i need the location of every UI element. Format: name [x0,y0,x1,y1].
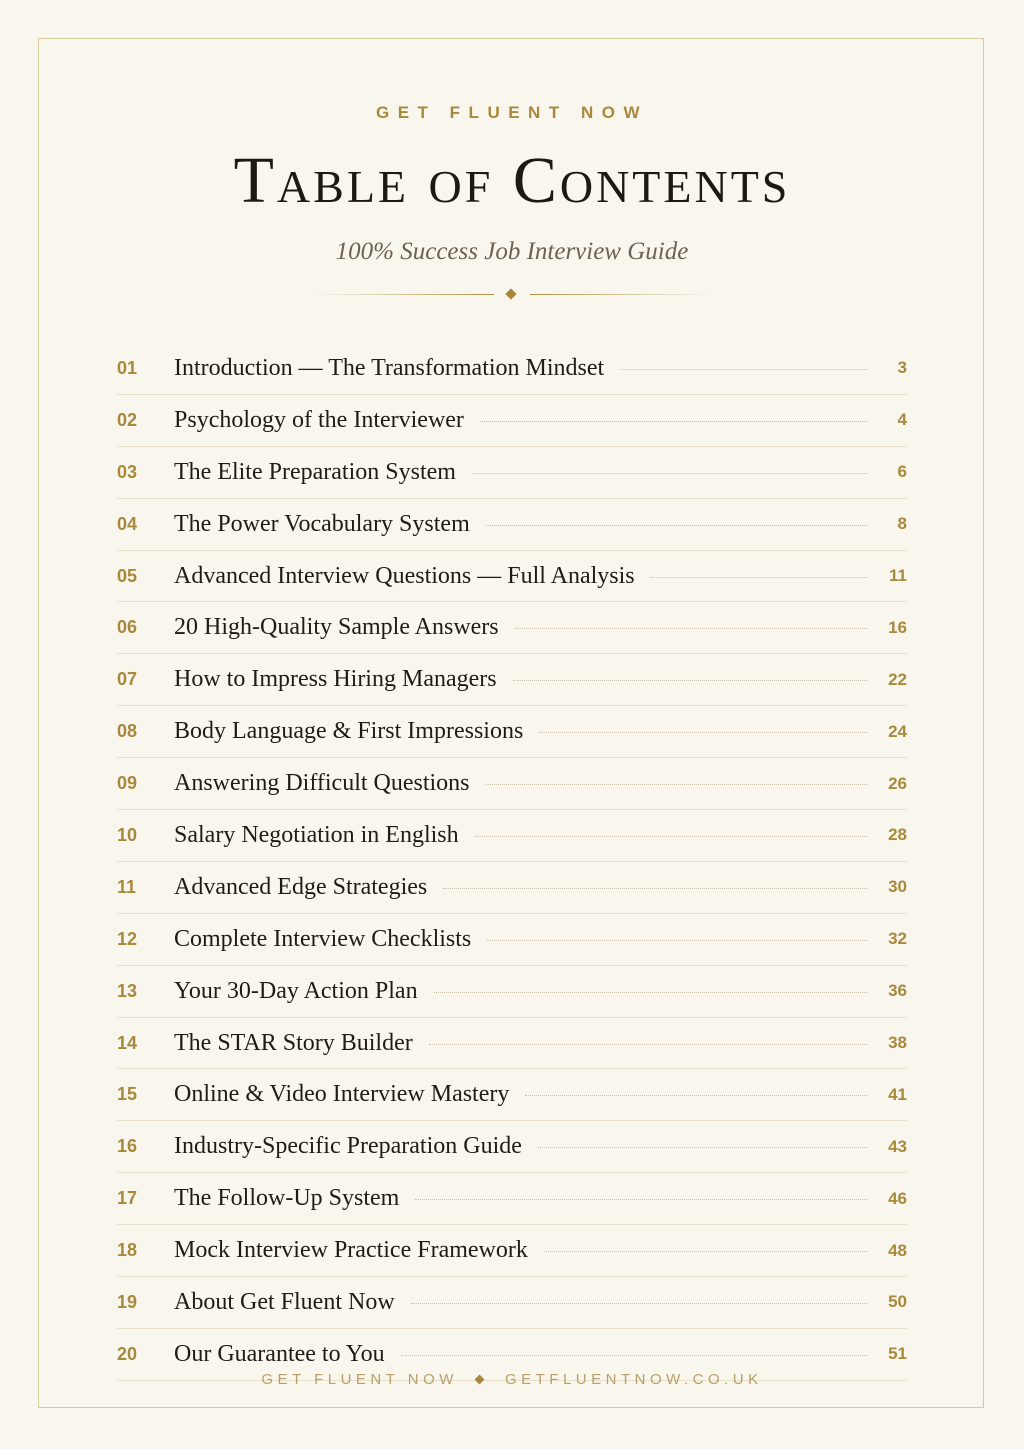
toc-entry-page[interactable]: 32 [888,929,907,949]
toc-entry-page[interactable]: 38 [888,1033,907,1053]
dot-leader [651,577,867,578]
toc-entry-number: 17 [117,1188,138,1209]
toc-entry[interactable] [117,862,907,914]
toc-entry-page[interactable]: 36 [888,981,907,1001]
toc-entry-number: 06 [117,617,138,638]
toc-entry-page[interactable]: 43 [888,1136,907,1156]
toc-entry-title[interactable]: How to Impress Hiring Managers [174,666,497,693]
toc-entry-number: 04 [117,513,138,534]
toc-entry-number: 08 [117,721,138,742]
toc-entry-number: 16 [117,1136,138,1157]
toc-entry-page[interactable]: 50 [888,1292,907,1312]
toc-entry[interactable] [117,447,907,499]
dot-leader [620,369,867,370]
toc-entry-page[interactable]: 48 [888,1240,907,1260]
page-subtitle: 100% Success Job Interview Guide [335,238,689,265]
toc-entry-title[interactable]: Mock Interview Practice Framework [174,1237,528,1264]
dot-leader [411,1303,867,1304]
toc-entry-title[interactable]: Industry-Specific Preparation Guide [174,1133,522,1160]
dot-leader [480,421,867,422]
page-title: Table of Contents [233,144,791,217]
toc-entry-title[interactable]: About Get Fluent Now [174,1288,395,1315]
toc-list [117,343,907,1381]
dot-leader [443,888,867,889]
footer [0,1371,1024,1388]
toc-entry[interactable] [117,758,907,810]
toc-entry-page[interactable]: 30 [888,877,907,897]
toc-entry-title[interactable]: Answering Difficult Questions [174,770,470,797]
toc-entry-title[interactable]: Our Guarantee to You [174,1340,385,1367]
toc-entry-title[interactable]: 20 High-Quality Sample Answers [174,614,499,641]
toc-entry-number: 05 [117,565,138,586]
toc-entry-page[interactable]: 6 [897,462,907,482]
dot-leader [486,525,867,526]
toc-entry-number: 07 [117,669,138,690]
toc-entry-number: 19 [117,1291,138,1312]
toc-entry-page[interactable]: 41 [888,1084,907,1104]
toc-entry-number: 10 [117,824,138,845]
toc-entry[interactable] [117,706,907,758]
dot-leader [515,628,867,629]
footer-url: GETFLUENTNOW.CO.UK [504,1371,763,1388]
toc-entry-page[interactable]: 51 [888,1344,907,1364]
toc-entry[interactable] [117,1018,907,1070]
toc-entry-title[interactable]: The Follow-Up System [174,1185,400,1212]
toc-entry-number: 13 [117,980,138,1001]
dot-leader [539,732,867,733]
toc-entry-page[interactable]: 22 [888,669,907,689]
toc-entry-page[interactable]: 28 [888,825,907,845]
brand-header: GET FLUENT NOW [376,103,648,122]
toc-entry-title[interactable]: Body Language & First Impressions [174,718,524,745]
toc-entry-title[interactable]: The Elite Preparation System [174,458,456,485]
dot-leader [525,1095,867,1096]
dot-leader [486,784,867,785]
toc-entry-page[interactable]: 11 [889,566,907,585]
toc-entry-number: 11 [117,876,137,897]
toc-entry-number: 12 [117,928,138,949]
toc-entry[interactable] [117,810,907,862]
dot-leader [487,940,867,941]
toc-entry-number: 14 [117,1032,138,1053]
toc-entry[interactable] [117,395,907,447]
toc-entry-number: 15 [117,1084,138,1105]
dot-leader [401,1355,867,1356]
toc-entry-number: 09 [117,773,138,794]
toc-entry-title[interactable]: Salary Negotiation in English [174,821,459,848]
dot-leader [538,1147,867,1148]
toc-entry-page[interactable]: 26 [888,773,907,793]
divider-line-left [310,294,494,295]
toc-entry-number: 20 [117,1343,138,1364]
toc-entry-title[interactable]: Psychology of the Interviewer [174,406,464,433]
toc-entry-page[interactable]: 4 [897,410,907,430]
toc-entry-page[interactable]: 16 [888,617,907,637]
footer-brand: GET FLUENT NOW [261,1371,458,1388]
toc-entry[interactable] [117,914,907,966]
toc-entry-number: 01 [117,357,138,378]
toc-entry-title[interactable]: Introduction — The Transformation Mindset [174,354,605,381]
toc-entry[interactable] [117,1069,907,1121]
toc-entry-title[interactable]: Complete Interview Checklists [174,925,472,952]
dot-leader [434,992,867,993]
dot-leader [475,836,867,837]
toc-entry-title[interactable]: The Power Vocabulary System [174,510,470,537]
toc-entry[interactable] [117,1173,907,1225]
dot-leader [513,680,867,681]
toc-entry-page[interactable]: 46 [888,1188,907,1208]
toc-entry-title[interactable]: The STAR Story Builder [174,1029,413,1056]
toc-entry-number: 03 [117,461,138,482]
toc-entry[interactable] [117,654,907,706]
toc-entry-page[interactable]: 3 [897,358,907,378]
ornamental-divider [310,286,714,304]
diamond-icon [475,1374,485,1384]
toc-entry[interactable] [117,1277,907,1329]
toc-entry[interactable] [117,499,907,551]
toc-entry-number: 18 [117,1240,138,1261]
toc-entry-title[interactable]: Advanced Edge Strategies [174,873,428,900]
toc-entry[interactable] [117,551,907,603]
toc-entry[interactable] [117,343,907,395]
diamond-icon [505,288,516,299]
toc-entry-title[interactable]: Advanced Interview Questions — Full Analysis [174,562,635,589]
toc-entry[interactable] [117,1121,907,1173]
toc-entry-title[interactable]: Online & Video Interview Mastery [174,1081,510,1108]
divider-line-right [530,294,714,295]
toc-entry-page[interactable]: 8 [897,514,907,534]
dot-leader [544,1251,867,1252]
dot-leader [429,1044,867,1045]
toc-entry[interactable] [117,966,907,1018]
toc-entry-page[interactable]: 24 [888,721,907,741]
dot-leader [472,473,867,474]
toc-entry[interactable] [117,602,907,654]
toc-entry-number: 02 [117,409,138,430]
toc-entry[interactable] [117,1225,907,1277]
toc-entry-title[interactable]: Your 30-Day Action Plan [174,977,418,1004]
dot-leader [415,1199,867,1200]
